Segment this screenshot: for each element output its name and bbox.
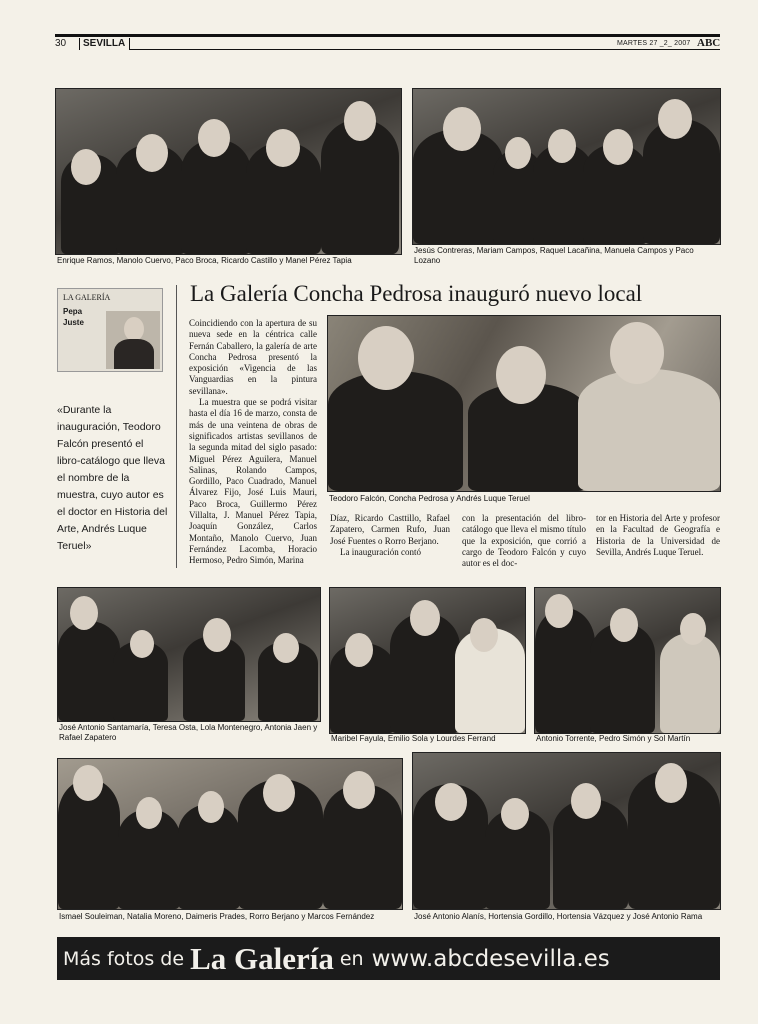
photo-middle-right [534,587,721,734]
article-column-4 [596,513,720,558]
photo-caption: José Antonio Santamaría, Teresa Osta, Lola Montenegro, Antonia Jaen y Rafael Zapatero [59,723,318,742]
issue-date: MARTES 27 _2_ 2007 [617,40,691,47]
columnist-box [57,288,163,372]
main-photo [327,315,721,492]
article-paragraph: tor en Historia del Arte y profesor en la Facultad de Geografía e Historia de la Universidad de Sevilla, Andrés Luque Teruel. [596,513,720,557]
footer-middle: en [339,947,364,970]
footer-url: www.abcdesevilla.es [371,945,610,972]
photo-caption: Maribel Fayula, Emilio Sola y Lourdes Ferrand [331,734,496,743]
photo-bottom-right [412,752,721,910]
article-paragraph: Díaz, Ricardo Casttillo, Rafael Zapatero, Carmen Rufo, Juan José Fuentes o Rorro Berjano. [330,513,450,546]
article-paragraph: La muestra que se podrá visitar hasta el día 16 de marzo, consta de más de una veintena de obras de significados artistas sevillanos de la segunda mitad del siglo pasado: Miguel Pérez Aguilera, Manuel Salinas, Rolando Campos, Gordillo, Paco Cuadrado, Manuel Álvarez Fijo, José Luis Mauri, Paco Broca, Guillermo Pérez Villalta, J. Manuel Pérez Tapia, Joaquín González, Carlos Montaño, Manolo Cuervo, Juan Fernández Lacomba, Horacio Hermoso, Pedro Simón, Marina [189,397,317,566]
photo-bottom-left [57,758,403,910]
main-photo-caption: Teodoro Falcón, Concha Pedrosa y Andrés Luque Teruel [329,494,530,503]
photo-caption: Antonio Torrente, Pedro Simón y Sol Martín [536,734,691,743]
article-column-1 [189,318,317,567]
section-name: SEVILLA [83,38,126,49]
article-paragraph: con la presentación del libro-catálogo que lleva el mismo título que la exposición, que corrió a cargo de Teodoro Falcón y cuyo autor es el doc- [462,513,586,569]
author-first-name: Pepa [63,307,83,316]
page-number: 30 [55,38,67,49]
article-column-2 [330,513,450,558]
footer-banner-inner [63,937,610,980]
footer-banner [57,937,720,980]
pull-quote: «Durante la inauguración, Teodoro Falcón presentó el libro-catálogo que lleva el nombre de la muestra, cuyo autor es el doctor en Historia del Arte, Andrés Luque Teruel» [57,404,168,552]
brand-logo-text: ABC [697,37,721,49]
column-kicker: LA GALERÍA [63,293,111,302]
photo-caption: José Antonio Alanís, Hortensia Gordillo, Hortensia Vázquez y José Antonio Rama [414,912,703,921]
photo-caption: Ismael Souleiman, Natalia Moreno, Daimeris Prades, Rorro Berjano y Marcos Fernández [59,912,375,921]
photo-caption: Jesús Contreras, Mariam Campos, Raquel Lacañina, Manuela Campos y Paco Lozano [414,246,694,265]
article-paragraph: Coincidiendo con la apertura de su nueva sede en la céntrica calle Fernán Caballero, la galería de arte Concha Pedrosa presentó la exposición «Vigencia de las Vanguardias en la pintura sevillana». [189,318,317,396]
footer-prefix: Más fotos de [63,947,185,970]
header-top-rule [55,34,720,37]
column-divider [176,285,177,568]
photo-middle-center [329,587,526,734]
section-divider [79,38,80,50]
article-column-3 [462,513,586,569]
photo-top-right [412,88,721,245]
article-headline: La Galería Concha Pedrosa inauguró nuevo local [190,281,643,306]
photo-top-left [55,88,402,255]
header-bottom-rule [129,49,720,50]
author-portrait [106,311,160,369]
article-paragraph: La inauguración contó [340,546,421,557]
photo-caption: Enrique Ramos, Manolo Cuervo, Paco Broca, Ricardo Castillo y Manel Pérez Tapia [57,256,352,265]
page-header [55,34,720,50]
photo-middle-left [57,587,321,722]
author-last-name: Juste [63,318,84,327]
footer-brand: La Galería [190,940,334,976]
